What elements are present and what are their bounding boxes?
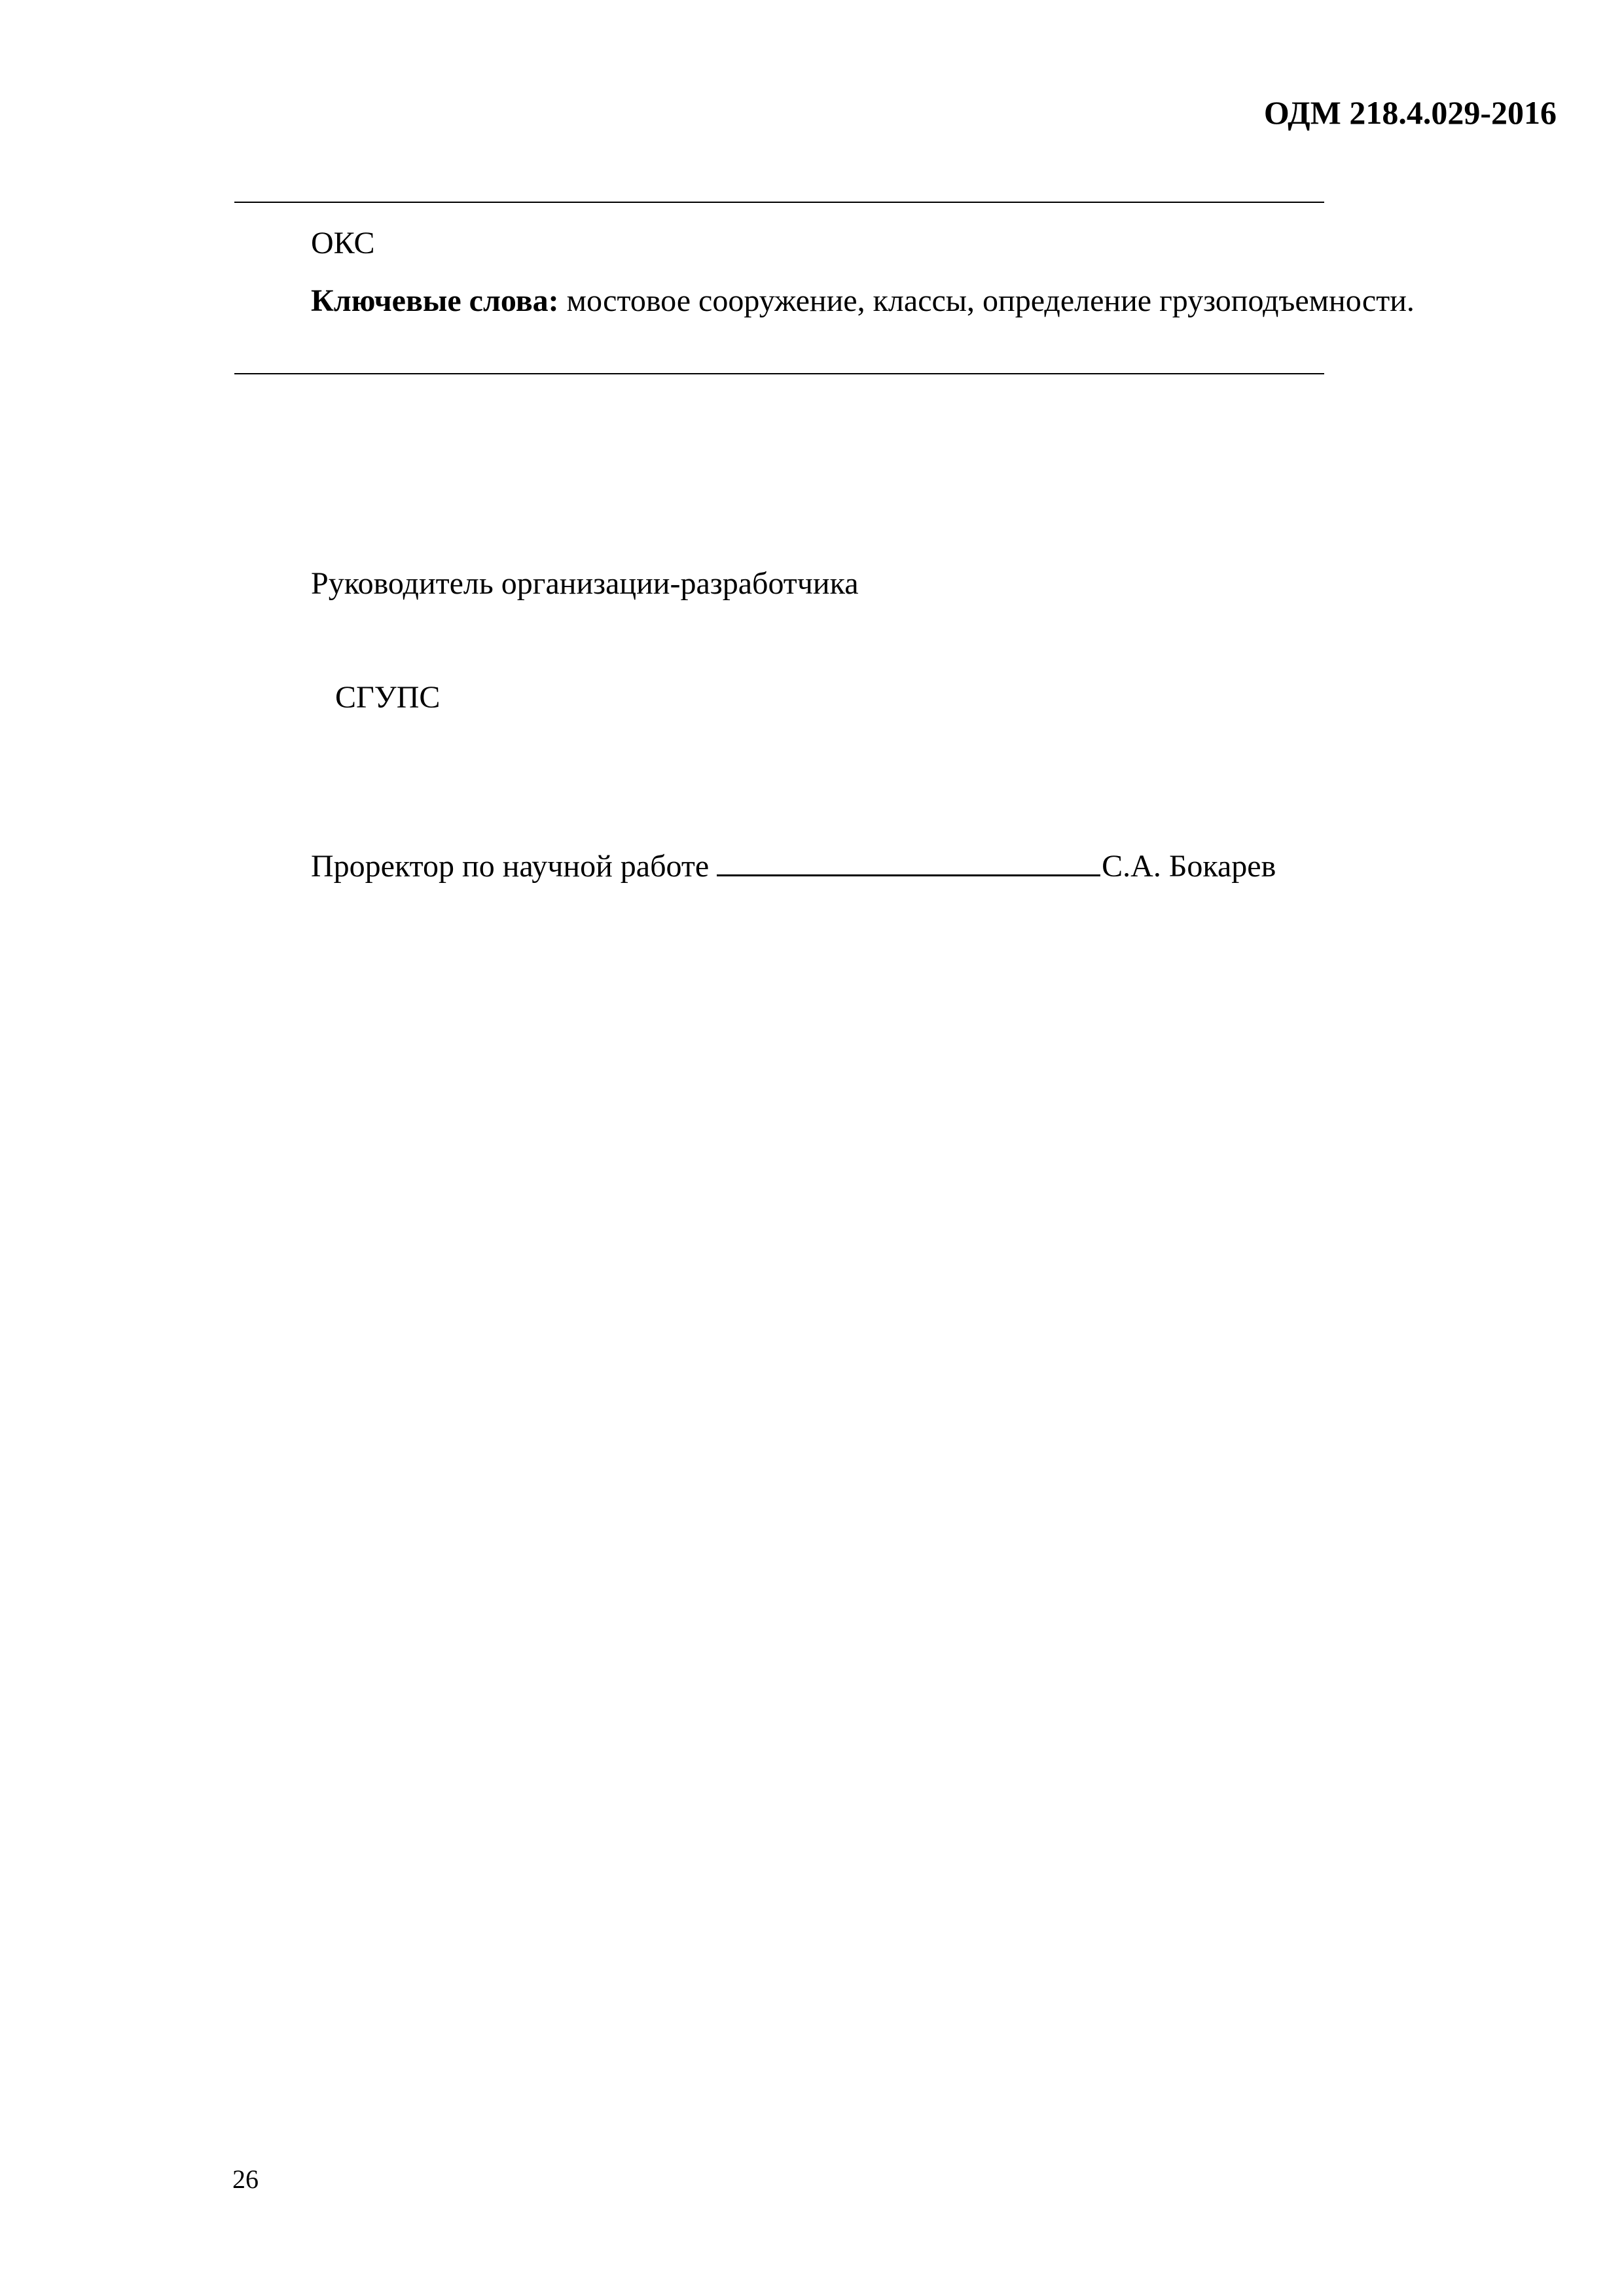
document-code: ОДМ 218.4.029-2016	[1263, 94, 1557, 131]
page-number: 26	[232, 2164, 259, 2194]
signatory-position: Проректор по научной работе	[311, 849, 710, 884]
organization-name: СГУПС	[335, 680, 441, 715]
keywords-text: мостовое сооружение, классы, определение грузоподъемности.	[558, 283, 1415, 318]
signature-line	[717, 848, 1100, 876]
keywords-label: Ключевые слова:	[311, 283, 559, 318]
oks-label: ОКС	[311, 226, 375, 260]
keywords-line	[311, 283, 1415, 319]
developer-head-title: Руководитель организации-разработчика	[311, 566, 859, 601]
top-divider	[234, 202, 1324, 203]
signatory-name: С.А. Бокарев	[1102, 849, 1276, 884]
signature-row	[311, 848, 1276, 884]
bottom-divider	[234, 373, 1324, 374]
